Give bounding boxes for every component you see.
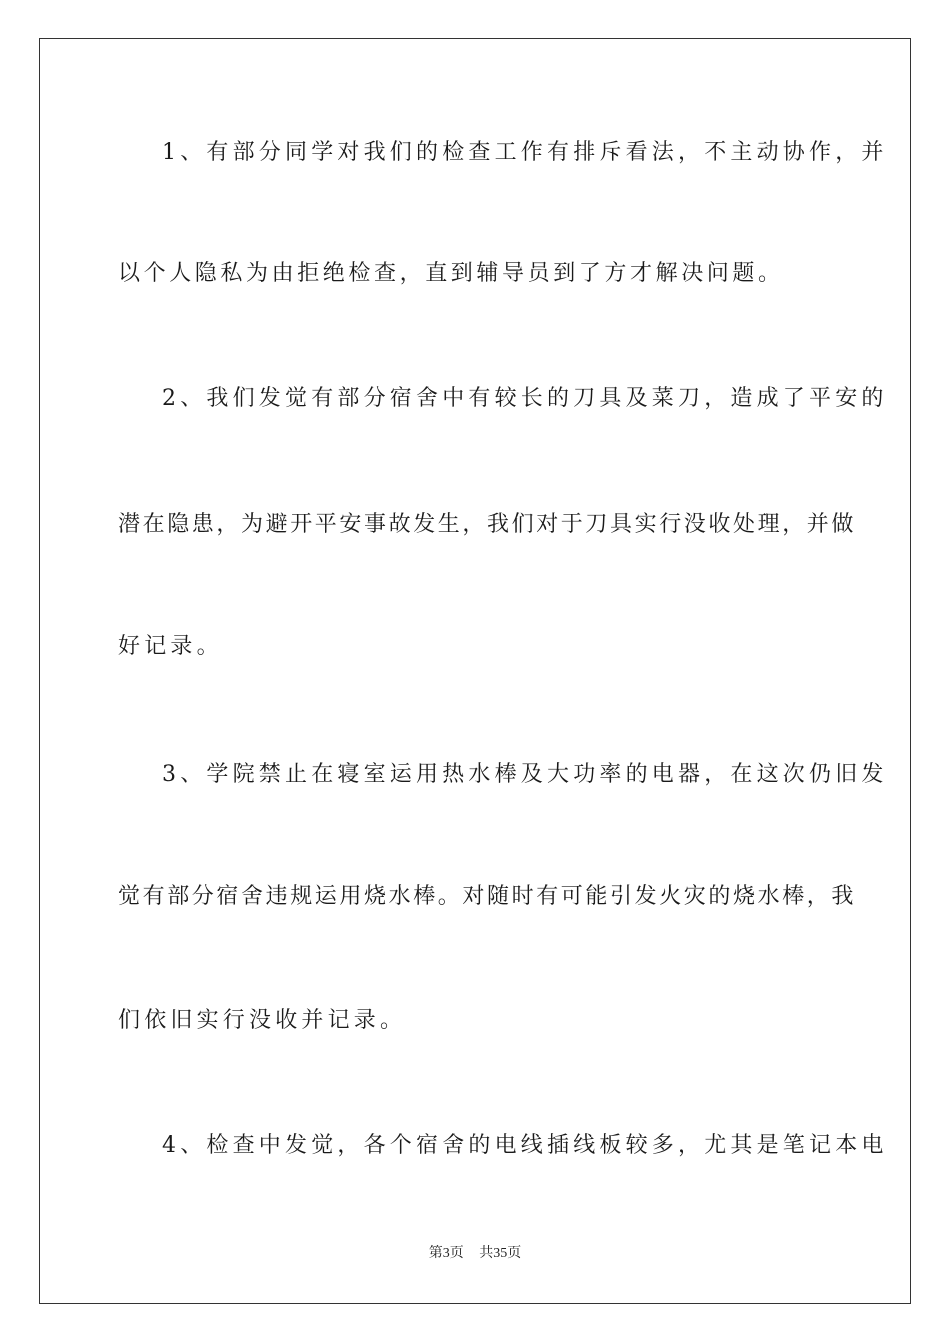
paragraph-2-line-2: 潜在隐患，为避开平安事故发生，我们对于刀具实行没收处理，并做 <box>118 512 857 537</box>
paragraph-1-line-2: 以个人隐私为由拒绝检查，直到辅导员到了方才解决问题。 <box>118 261 784 286</box>
page-border <box>39 38 911 1304</box>
paragraph-1-line-1: 1、有部分同学对我们的检查工作有排斥看法，不主动协作，并 <box>162 140 888 165</box>
page-total: 共35页 <box>479 1246 522 1261</box>
paragraph-2-line-1: 2、我们发觉有部分宿舍中有较长的刀具及菜刀，造成了平安的 <box>162 386 888 411</box>
paragraph-2-line-3: 好记录。 <box>118 634 223 659</box>
paragraph-3-line-2: 觉有部分宿舍违规运用烧水棒。对随时有可能引发火灾的烧水棒，我 <box>118 884 857 909</box>
page-number: 第3页 <box>428 1246 464 1261</box>
paragraph-3-line-3: 们依旧实行没收并记录。 <box>118 1008 407 1033</box>
page-footer <box>0 1242 950 1262</box>
paragraph-3-line-1: 3、学院禁止在寝室运用热水棒及大功率的电器，在这次仍旧发 <box>162 762 888 787</box>
paragraph-4-line-1: 4、检查中发觉，各个宿舍的电线插线板较多，尤其是笔记本电 <box>162 1133 888 1158</box>
